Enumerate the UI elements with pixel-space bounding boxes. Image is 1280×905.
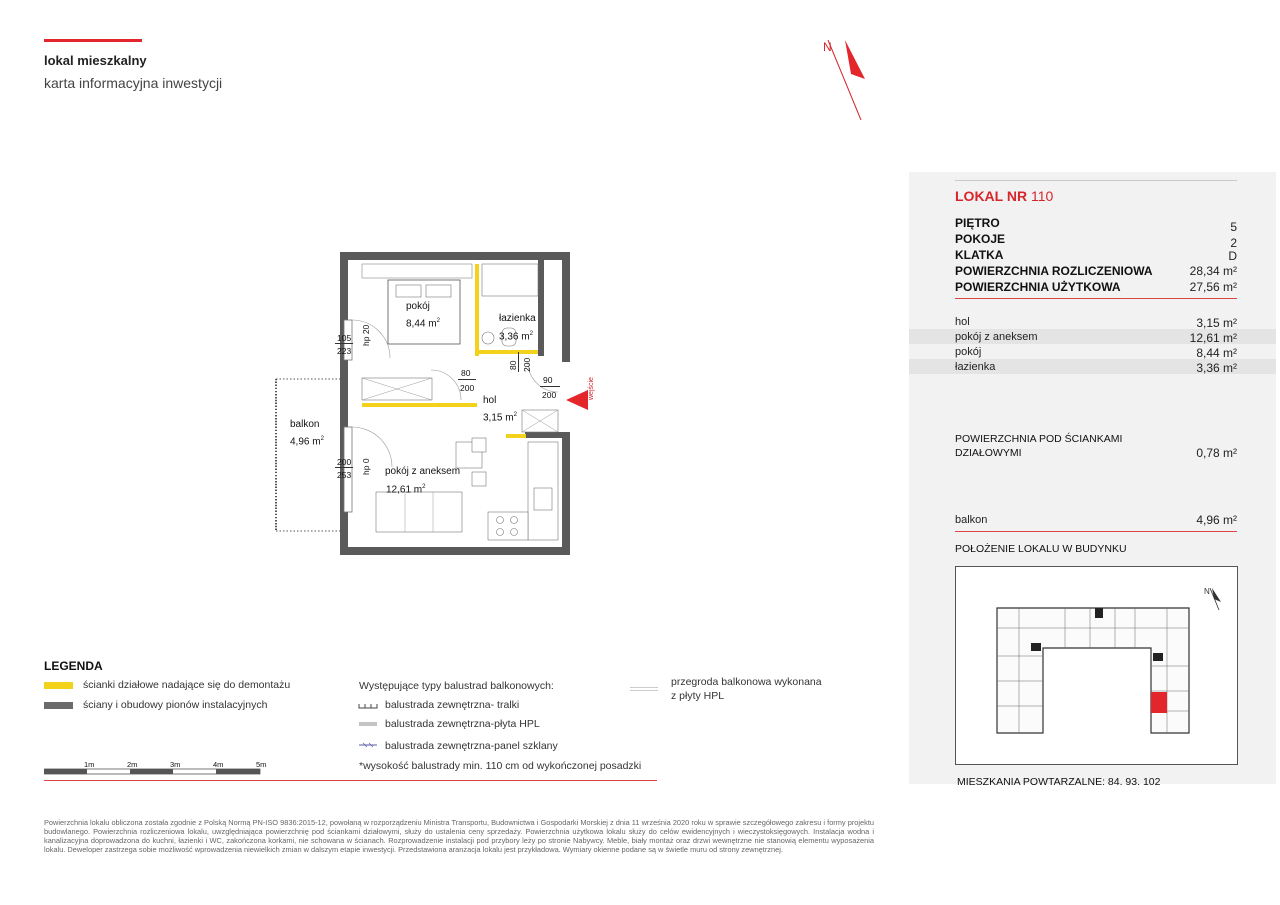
legend-title: LEGENDA [44, 659, 103, 673]
hpl-partition-icon [630, 687, 658, 688]
lokal-number: LOKAL NR 110 [955, 188, 1054, 204]
balustrade-item: balustrada zewnętrzna-panel szklany [385, 740, 558, 752]
scale-label: 2m [127, 760, 138, 769]
legend-red-line [44, 780, 657, 781]
partition-bath-bottom [475, 350, 538, 354]
dim-d1-top: 80 [461, 368, 471, 378]
scale-label: 5m [256, 760, 267, 769]
room-living-name: pokój z aneksem [385, 466, 461, 477]
dim-w1-bottom: 223 [337, 346, 352, 356]
room-row-value: 3,15 m² [1196, 316, 1237, 330]
disclaimer-text: Powierzchnia lokalu obliczona została zgodnie z Polską Normą PN-ISO 9836:2015-12, powołaną w rozporządzeniu Ministra Transportu, Budownictwa i Gospodarki Morskiej z dnia 11 września 2020 roku w sprawie szczegółowego zakresu i formy projektu budowlanego. Powierzchnia rozliczeniowa lokalu, uwzględniająca powierzchnię pod ściankami działowymi, służy do ustalenia ceny sprzedaży. Powierzchnia użytkowa lokalu służy do celów ewidencyjnych i wieczystoksięgowych. Instalacja wodna i kanalizacyjna doprowadzona do kuchni, łazienki i WC, zakończona korkami, nie schowana w ścianach. Rozprowadzenie instalacji pod przybory leży po stronie Nabywcy. Meble, biały montaż oraz drzwi wewnętrzne nie stanowią elementu wyposażenia lokalu. Deweloper zastrzega sobie możliwość wprowadzenia niewielkich zmian w dalszym etapie inwestycji. Przedstawiona aranżacja lokalu jest przykładowa. Wymiary okienne podane są w świetle muru od strony zewnętrznej. [44, 818, 874, 854]
balustrade-icons [358, 700, 380, 754]
info-value-rozliczeniowa: 28,34 m² [1189, 264, 1237, 278]
dim-d2-b: 200 [522, 357, 532, 372]
info-value-pietro: 5 [1230, 220, 1237, 234]
dim-w2-hp: hp 0 [361, 458, 371, 475]
balustrade-title: Występujące typy balustrad balkonowych: [359, 680, 554, 692]
room-hol-area: 3,15 $m^2$ [483, 412, 517, 424]
balcony-row-value: 4,96 m² [1196, 513, 1237, 527]
balustrade-item: balustrada zewnętrzna-płyta HPL [385, 718, 540, 730]
dim-d2-a: 80 [508, 360, 518, 370]
partition-area-label-2: DZIAŁOWYMI [955, 447, 1022, 459]
room-lazienka-area: 3,36 $m^2$ [499, 331, 533, 343]
info-label-uzytkowa: POWIERZCHNIA UŻYTKOWA [955, 280, 1121, 294]
dim-w2-top: 200 [337, 457, 352, 467]
partition-area-label-1: POWIERZCHNIA POD ŚCIANKAMI [955, 433, 1123, 445]
info-label-rozliczeniowa: POWIERZCHNIA ROZLICZENIOWA [955, 264, 1153, 278]
legend-swatch-wall [44, 702, 73, 709]
info-value-klatka: D [1228, 249, 1237, 263]
room-row-value: 12,61 m² [1189, 331, 1237, 345]
scale-label: 1m [84, 760, 95, 769]
dim-d3-bottom: 200 [542, 390, 557, 400]
scale-label: 3m [170, 760, 181, 769]
info-label-klatka: KLATKA [955, 248, 1004, 262]
partition-bath-left [475, 264, 479, 356]
legend-label-partition: ścianki działowe nadające się do demontażu [83, 679, 291, 691]
north-arrow-icon [815, 34, 875, 124]
room-balkon-area: 4,96 $m^2$ [290, 436, 324, 448]
balustrade-note: *wysokość balustrady min. 110 cm od wykończonej posadzki [359, 760, 642, 772]
dim-d3-top: 90 [543, 375, 553, 385]
scale-label: 4m [213, 760, 224, 769]
balustrade-item: balustrada zewnętrzna- tralki [385, 699, 520, 711]
room-pokoj-name: pokój [406, 301, 430, 312]
panel-red-line [955, 531, 1237, 532]
dim-d1-bottom: 200 [460, 383, 475, 393]
panel-red-line [955, 298, 1237, 299]
header-accent-bar [44, 39, 142, 42]
entrance-label: wejście [588, 377, 595, 400]
info-value-uzytkowa: 27,56 m² [1189, 280, 1237, 294]
dim-w1-top: 105 [337, 333, 352, 343]
dim-w2-bottom: 253 [337, 470, 352, 480]
info-label-pokoje: POKOJE [955, 232, 1006, 246]
room-living-area: 12,61 $m^2$ [386, 484, 426, 496]
scale-bar [44, 768, 264, 776]
room-row-label: łazienka [955, 361, 996, 373]
legend-label-wall: ściany i obudowy pionów instalacyjnych [83, 699, 268, 711]
entrance-opening [562, 362, 570, 432]
room-row-label: hol [955, 316, 970, 328]
building-position-map [955, 566, 1238, 765]
balcony-outline [276, 379, 346, 531]
north-label: N [823, 40, 832, 54]
partition-area-value: 0,78 m² [1196, 446, 1237, 460]
partition-room-bottom [362, 403, 477, 407]
apartment-marker [1151, 692, 1167, 713]
room-balkon-name: balkon [290, 419, 320, 430]
legend-swatch-partition [44, 682, 73, 689]
repeat-apartments: MIESZKANIA POWTARZALNE: 84. 93. 102 [957, 776, 1161, 788]
dim-w1-hp: hp 20 [361, 324, 371, 346]
room-row-value: 8,44 m² [1196, 346, 1237, 360]
info-value-pokoje: 2 [1230, 236, 1237, 250]
room-hol-name: hol [483, 395, 497, 406]
room-lazienka-name: łazienka [499, 313, 536, 324]
hpl-partition-label-1: przegroda balkonowa wykonana [671, 676, 822, 688]
room-pokoj-area: 8,44 $m^2$ [406, 318, 440, 330]
page-subtitle: karta informacyjna inwestycji [44, 75, 223, 91]
room-row-label: pokój [955, 346, 982, 358]
balcony-row-label: balkon [955, 514, 988, 526]
balustrade-tralki-icon [359, 704, 377, 708]
floor-plan [270, 250, 610, 560]
map-north-label: N [1204, 587, 1210, 596]
panel-divider [955, 180, 1237, 181]
room-row-value: 3,36 m² [1196, 361, 1237, 375]
info-label-pietro: PIĘTRO [955, 216, 1000, 230]
page-title: lokal mieszkalny [44, 53, 147, 68]
position-label: POŁOŻENIE LOKALU W BUDYNKU [955, 543, 1127, 555]
room-row-label: pokój z aneksem [955, 331, 1038, 343]
hpl-partition-label-2: z płyty HPL [671, 690, 725, 702]
